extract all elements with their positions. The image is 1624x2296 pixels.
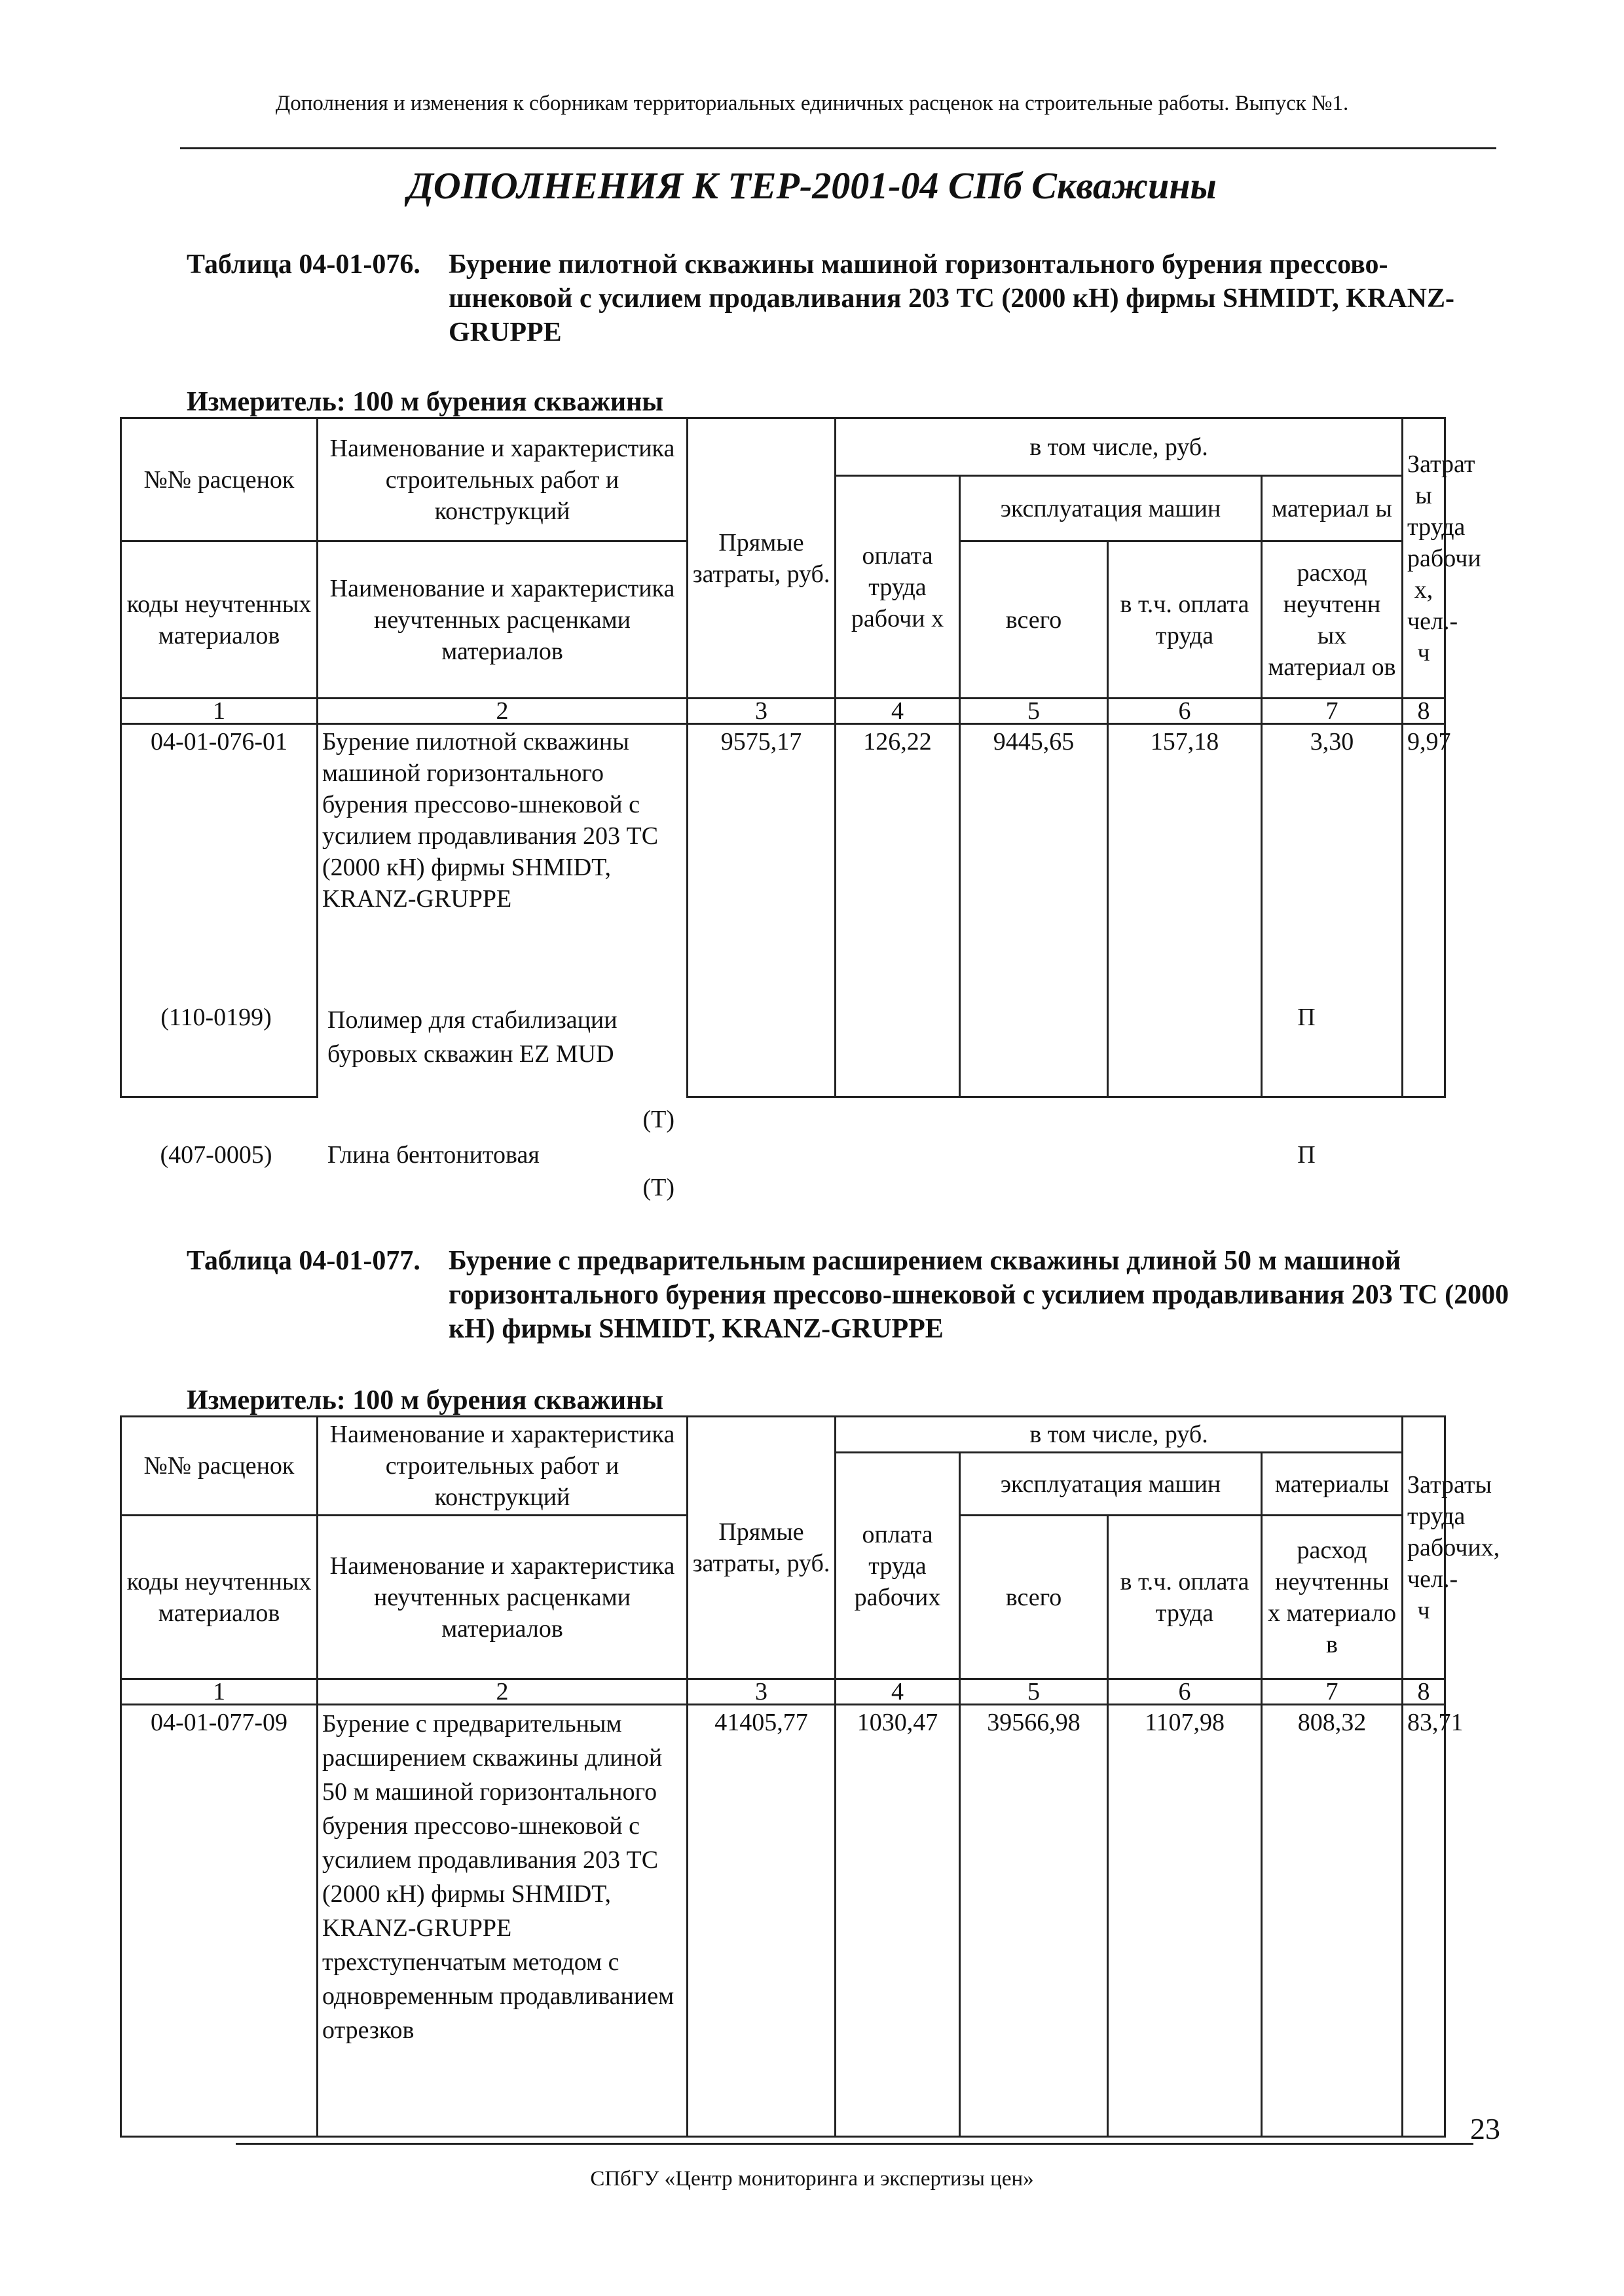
t2-num-3: 3 bbox=[688, 1679, 836, 1705]
t1-head-mach-labor: в т.ч. оплата труда bbox=[1108, 541, 1262, 699]
t1-num-1: 1 bbox=[121, 699, 318, 724]
table2 bbox=[120, 1415, 1500, 2138]
t1-head-code: №№ расценок bbox=[121, 418, 318, 541]
t1-num-2: 2 bbox=[318, 699, 688, 724]
t2-head-mat-code: коды неучтенных материалов bbox=[121, 1516, 318, 1679]
t1-row-labor: 126,22 bbox=[836, 724, 960, 1097]
t2-head-labor-cost: Затраты труда рабочих, чел.-ч bbox=[1403, 1417, 1445, 1679]
t1-num-8: 8 bbox=[1403, 699, 1445, 724]
t1-num-6: 6 bbox=[1108, 699, 1262, 724]
t2-num-7: 7 bbox=[1262, 1679, 1403, 1705]
t1-mat1-name: Полимер для стабилизации буровых скважин EZ MUD bbox=[327, 1006, 618, 1068]
t1-row-direct: 9575,17 bbox=[688, 724, 836, 1097]
t1-row-mach-total: 9445,65 bbox=[960, 724, 1108, 1097]
t2-num-4: 4 bbox=[836, 1679, 960, 1705]
t2-row-mach-labor: 1107,98 bbox=[1108, 1705, 1262, 2137]
table2-caption bbox=[187, 1244, 1509, 1349]
t2-row-materials: 808,32 bbox=[1262, 1705, 1403, 2137]
table-row bbox=[121, 1705, 1445, 2137]
t1-head-mat-name: Наименование и характеристика неучтенных расценками материалов bbox=[318, 541, 688, 699]
t1-row-labor-cost: 9,97 bbox=[1403, 724, 1445, 1097]
t2-head-name: Наименование и характеристика строительных работ и конструкций bbox=[318, 1417, 688, 1516]
footer-org: СПбГУ «Центр мониторинга и экспертизы цен» bbox=[590, 2167, 1034, 2191]
t1-head-direct: Прямые затраты, руб. bbox=[688, 418, 836, 699]
t2-row-name: Бурение с предварительным расширением скважины длиной 50 м машиной горизонтального бурения прессово-шнековой с усилием продавливания 203 ТС (2000 кН) фирмы SHMIDT, KRANZ-GRUPPE трехступенчатым методом с одновременным продавливанием отрезков bbox=[318, 1705, 688, 2137]
table1-label: Таблица 04-01-076. bbox=[187, 249, 420, 280]
t1-mat2-tag: (Т) bbox=[642, 1174, 674, 1201]
t2-num-6: 6 bbox=[1108, 1679, 1262, 1705]
t1-num-5: 5 bbox=[960, 699, 1108, 724]
t2-num-5: 5 bbox=[960, 1679, 1108, 1705]
table-row bbox=[121, 724, 1445, 1097]
t1-head-mach-total: всего bbox=[960, 541, 1108, 699]
t2-row-code: 04-01-077-09 bbox=[121, 1705, 318, 2137]
document-title: ДОПОЛНЕНИЯ К ТЕР-2001-04 СПб Скважины bbox=[407, 164, 1217, 207]
table1 bbox=[120, 417, 1481, 1098]
t1-head-incl: в том числе, руб. bbox=[836, 418, 1403, 476]
t2-head-materials: материалы bbox=[1262, 1453, 1403, 1516]
t1-head-labor: оплата труда рабочи х bbox=[836, 476, 960, 699]
t1-row-mach-labor: 157,18 bbox=[1108, 724, 1262, 1097]
t1-num-3: 3 bbox=[688, 699, 836, 724]
t2-row-mach-total: 39566,98 bbox=[960, 1705, 1108, 2137]
t1-mat2-name: Глина бентонитовая bbox=[327, 1141, 540, 1169]
t1-row-materials: 3,30 bbox=[1262, 724, 1403, 1097]
t1-row-name: Бурение пилотной скважины машиной горизонтального бурения прессово-шнековой с усилием продавливания 203 ТС (2000 кН) фирмы SHMIDT, KRANZ-GRUPPE bbox=[318, 724, 688, 1097]
t1-head-name: Наименование и характеристика строительных работ и конструкций bbox=[318, 418, 688, 541]
t1-mat1-mark: П bbox=[1297, 1004, 1316, 1031]
t1-row-code: 04-01-076-01 bbox=[121, 724, 318, 1097]
t2-head-mat-name: Наименование и характеристика неучтенных расценками материалов bbox=[318, 1516, 688, 1679]
t2-head-mach-total: всего bbox=[960, 1516, 1108, 1679]
t1-num-4: 4 bbox=[836, 699, 960, 724]
t2-row-labor-cost: 83,71 bbox=[1403, 1705, 1445, 2137]
t1-head-machines: эксплуатация машин bbox=[960, 476, 1262, 541]
running-head: Дополнения и изменения к сборникам территориальных единичных расценок на строительные работы. Выпуск №1. bbox=[275, 92, 1349, 115]
t1-mat2-code: (407-0005) bbox=[160, 1141, 272, 1169]
t2-head-labor: оплата труда рабочих bbox=[836, 1453, 960, 1679]
t1-num-7: 7 bbox=[1262, 699, 1403, 724]
page-number: 23 bbox=[1470, 2112, 1500, 2145]
table1-meter: Измеритель: 100 м бурения скважины bbox=[187, 387, 664, 417]
t2-head-direct: Прямые затраты, руб. bbox=[688, 1417, 836, 1679]
t1-head-mat-usage: расход неучтенн ых материал ов bbox=[1262, 541, 1403, 699]
header-rule bbox=[180, 147, 1496, 149]
t2-num-2: 2 bbox=[318, 1679, 688, 1705]
t2-num-8: 8 bbox=[1403, 1679, 1445, 1705]
table2-meter: Измеритель: 100 м бурения скважины bbox=[187, 1385, 664, 1415]
table2-label: Таблица 04-01-077. bbox=[187, 1246, 420, 1276]
t2-row-labor: 1030,47 bbox=[836, 1705, 960, 2137]
footer-rule bbox=[236, 2143, 1473, 2145]
table1-caption bbox=[187, 247, 1509, 352]
t1-mat2-mark: П bbox=[1297, 1141, 1316, 1169]
t1-mat1-tag: (Т) bbox=[642, 1106, 674, 1133]
table2-title: Бурение с предварительным расширением скважины длиной 50 м машиной горизонтального бурения прессово-шнековой с усилием продавливания 203 ТС (2000 кН) фирмы SHMIDT, KRANZ-GRUPPE bbox=[449, 1246, 1509, 1344]
table1-title: Бурение пилотной скважины машиной горизонтального бурения прессово-шнековой с усилием продавливания 203 ТС (2000 кН) фирмы SHMIDT, KRANZ-GRUPPE bbox=[449, 249, 1454, 348]
t2-head-incl: в том числе, руб. bbox=[836, 1417, 1403, 1453]
t1-head-labor-cost: Затрат ы труда рабочи х, чел.- ч bbox=[1403, 418, 1445, 699]
t1-mat1-code: (110-0199) bbox=[160, 1004, 272, 1031]
t2-row-direct: 41405,77 bbox=[688, 1705, 836, 2137]
t1-head-materials: материал ы bbox=[1262, 476, 1403, 541]
t2-head-machines: эксплуатация машин bbox=[960, 1453, 1262, 1516]
t2-head-mach-labor: в т.ч. оплата труда bbox=[1108, 1516, 1262, 1679]
t2-head-mat-usage: расход неучтенны х материало в bbox=[1262, 1516, 1403, 1679]
t2-head-code: №№ расценок bbox=[121, 1417, 318, 1516]
t2-num-1: 1 bbox=[121, 1679, 318, 1705]
t1-head-mat-code: коды неучтенных материалов bbox=[121, 541, 318, 699]
